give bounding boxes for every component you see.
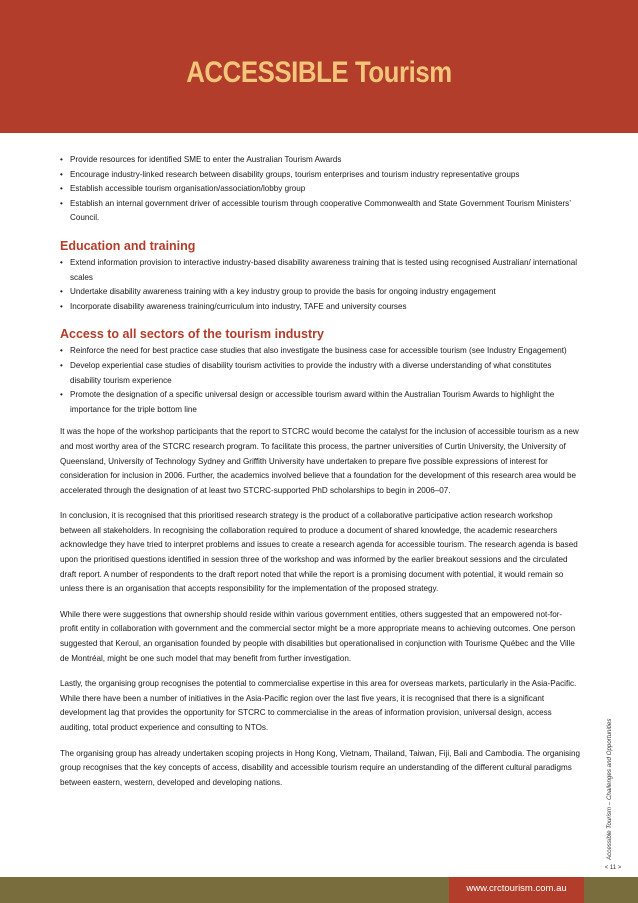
list-item: • Undertake disability awareness training with a key industry group to provide the basis for ongoing industry engagement [60,285,580,300]
intro-bullet-list [60,153,580,226]
education-bullet-list [60,256,580,314]
section-heading-access: Access to all sectors of the tourism industry [60,327,324,342]
list-item: • Reinforce the need for best practice case studies that also investigate the business case for accessible tourism (see Industry Engagement) [60,344,580,359]
side-caption-text: Accessible Tourism – Challenges and Opportunities [606,718,613,860]
list-item: • Encourage industry-linked research between disability groups, tourism enterprises and tourism industry representative groups [60,168,580,183]
list-item: • Extend information provision to interactive industry-based disability awareness training that is tested using recognised Australian/ international scales [60,256,580,285]
list-item: • Promote the designation of a specific universal design or accessible tourism award within the Australian Tourism Awards to highlight the importance for the triple bottom line [60,388,580,417]
page-number: < 11 > [604,865,622,871]
list-item: • Incorporate disability awareness training/curriculum into industry, TAFE and university courses [60,300,580,315]
side-caption [606,700,616,860]
body-paragraph: In conclusion, it is recognised that this prioritised research strategy is the product of a collaborative participative action research workshop between all stakeholders. In recognising the collaboration required to produce a document of shared knowledge, the academic researchers acknowledge they have tried to interpret problems and issues to create a research agenda for accessible tourism. The research agenda is based upon the prioritised questions identified in session three of the workshop and was informed by the earlier breakout sessions and the circulated draft report. A number of respondents to the draft report noted that while the report is a promising document with potential, it would remain so unless there is an organisation that accepts responsibility for the implementation of the proposed strategy. [60,511,578,594]
access-bullet-list [60,344,580,417]
list-item: • Establish accessible tourism organisation/association/lobby group [60,182,580,197]
section-heading-education: Education and training [60,238,196,253]
body-paragraph: Lastly, the organising group recognises the potential to commercialise expertise in this area for overseas markets, particularly in the Asia-Pacific. While there have been a number of initiatives in the Asia-Pacific region over the last five years, it is recognised that there is a significant development lag that provides the opportunity for STCRC to commercialise in the areas of information provision, universal design, access auditing, total product experience and consulting to NTOs. [60,679,577,732]
body-paragraph: While there were suggestions that ownership should reside within various government entities, others suggested that an empowered not-for-profit entity in collaboration with government and the commercial sector might be a more appropriate means to achieving outcomes. One person suggested that Keroul, an organisation founded by people with disabilities but operationalised in conjunction with Tourisme Québec and the Ville de Montréal, might be one such model that may benefit from further investigation. [60,609,576,663]
list-item: • Establish an internal government driver of accessible tourism through cooperative Commonwealth and State Government Tourism Ministers’ Council. [60,197,580,226]
body-paragraph: The organising group has already undertaken scoping projects in Hong Kong, Vietnam, Thailand, Taiwan, Fiji, Bali and Cambodia. The organising group recognises that the key concepts of access, disability and accessible tourism require an understanding of the different cultural paradigms between eastern, western, developed and developing nations. [60,748,580,787]
body-paragraph: It was the hope of the workshop participants that the report to STCRC would become the catalyst for the inclusion of accessible tourism as a new and most worthy area of the STCRC research program. To facilitate this process, the partner universities of Curtin University, the University of Queensland, University of Technology Sydney and Griffith University have undertaken to prepare five possible expressions of interest for consideration for inclusion in 2006. Further, the academics involved believe that a foundation for the development of this research area would be accelerated through the designation of at least two STCRC-supported PhD scholarships to begin in 2006–07. [60,427,579,495]
page-title: ACCESSIBLE Tourism [186,56,452,89]
list-item: • Develop experiential case studies of disability tourism activities to provide the industry with a diverse understanding of what constitutes disability tourism experience [60,359,580,388]
main-content [60,153,580,801]
footer-url-link[interactable]: www.crctourism.com.au [466,883,567,894]
list-item: • Provide resources for identified SME to enter the Australian Tourism Awards [60,153,580,168]
